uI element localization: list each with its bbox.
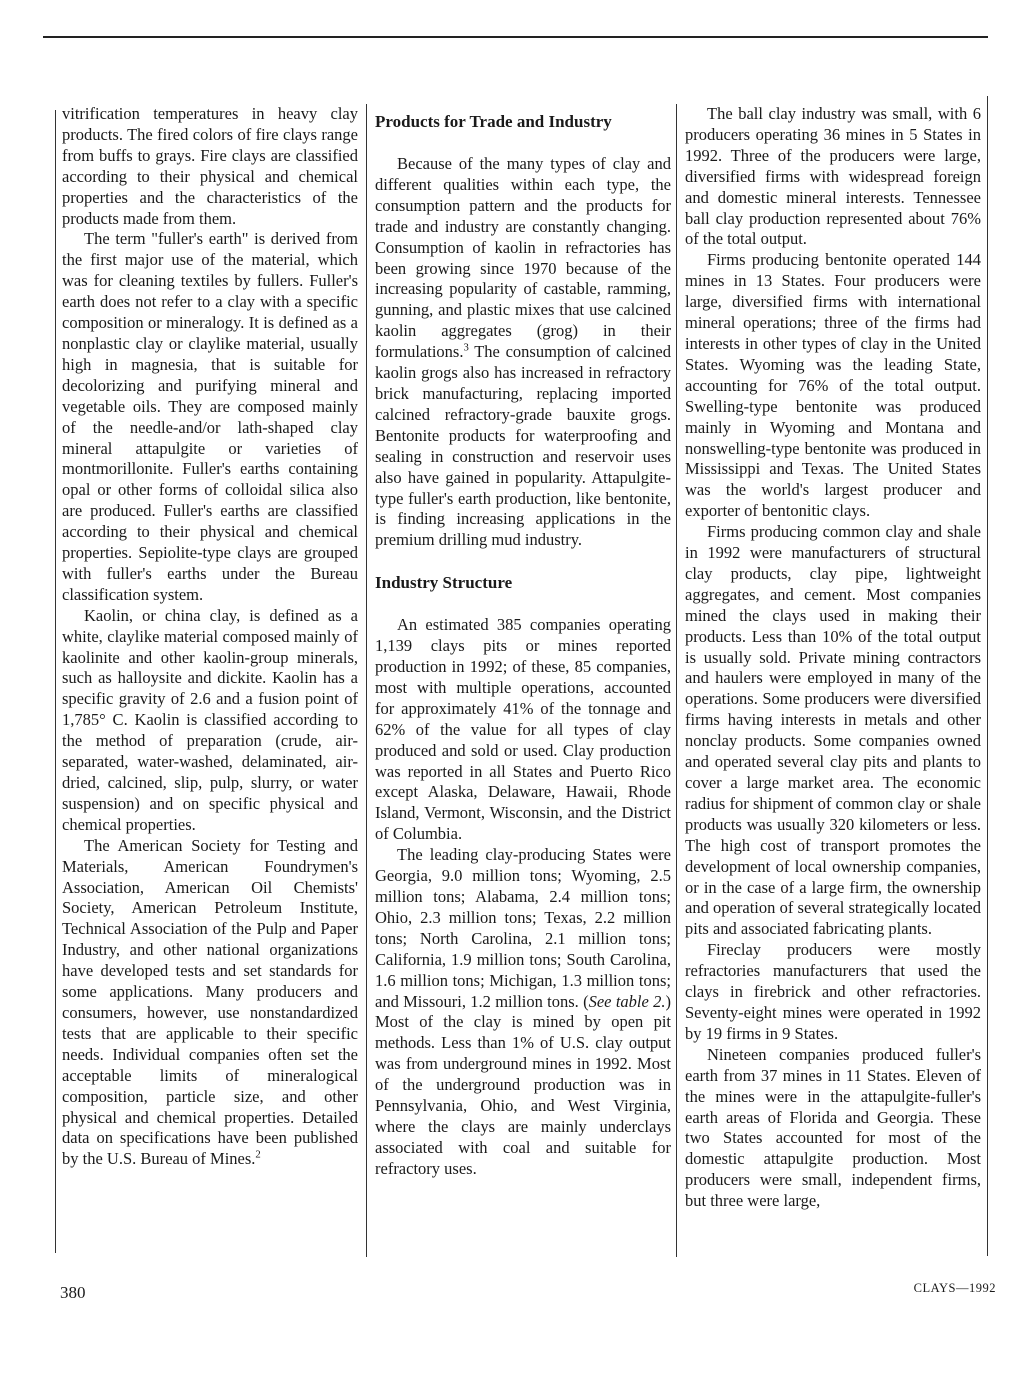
footnote-ref: 2 xyxy=(255,1148,261,1161)
paragraph: Nineteen companies produced fuller's earth from 37 mines in 11 States. Eleven of the mines were in the attapulgite-fuller's earth areas of Florida and Georgia. These two States accounted for most of the domestic attapulgite production. Most producers were small, independent firms, but three were large, xyxy=(685,1044,981,1211)
header-rule xyxy=(43,36,988,38)
paragraph-text: Because of the many types of clay and different qualities within each type, the consumption pattern and the products for trade and industry are constantly changing. Consumption of kaolin in refractories has been growing since 1970 because of the increasing popularity of castable, ramming, gunning, and plastic mixes that use calcined kaolin aggregates (grog) in their formulations. xyxy=(375,154,671,362)
column-rule-2-3 xyxy=(676,104,677,1257)
paragraph: Firms producing bentonite operated 144 mines in 13 States. Four producers were large, diversified firms with international mineral operations; three of the firms had interests in other types of clay in the United States. Wyoming was the leading State, accounting for 76% of the total output. Swelling-type bentonite was produced mainly in Wyoming and Montana and nonswelling-type bentonite was produced in Mississippi and Texas. The United States was the world's largest producer and exporter of bentonitic clays. xyxy=(685,250,981,521)
paragraph-text: ) Most of the clay is mined by open pit methods. Less than 1% of U.S. clay output was from underground mines in 1992. Most of the underground production was in Pennsylvania, Ohio, and West Virginia, where the clays are mainly underclays associated with coal and suitable for refractory uses. xyxy=(375,991,671,1178)
text-column-2 xyxy=(375,104,671,1180)
table-reference: See table 2. xyxy=(588,991,666,1011)
paragraph-text: The American Society for Testing and Materials, American Foundrymen's Association, American Oil Chemists' Society, American Petroleum Institute, Technical Association of the Pulp and Paper Industry, and other national organizations have developed tests and set standards for some applications. Many producers and consumers, however, use nonstandardized tests that are applicable to their specific needs. Individual companies often set the acceptable limits of mineralogical composition, particle size, and other physical and chemical properties. Detailed data on specifications have been published by the U.S. Bureau of Mines. xyxy=(62,835,358,1169)
section-heading: Products for Trade and Industry xyxy=(375,112,612,131)
paragraph: vitrification temperatures in heavy clay products. The fired colors of fire clays range from buffs to grays. Fire clays are classified according to their physical and chemical properties and the characteristics of the products made from them. xyxy=(62,104,358,228)
paragraph xyxy=(375,845,671,1180)
column-rule-1-2 xyxy=(366,104,367,1257)
paragraph: An estimated 385 companies operating 1,139 clays pits or mines reported production in 1992; of these, 85 companies, most with multiple operations, accounted for approximately 41% of the tonnage and 62% of the value for all types of clay produced and sold or used. Clay production was reported in all States and Puerto Rico except Alaska, Delaware, Hawaii, Rhode Island, Vermont, Wisconsin, and the District of Columbia. xyxy=(375,615,671,844)
page-number: 380 xyxy=(60,1283,86,1302)
text-column-1 xyxy=(62,104,358,1170)
running-title: CLAYS—1992 xyxy=(913,1281,996,1295)
column-rule-right xyxy=(987,96,988,1256)
paragraph-text: The consumption of calcined kaolin grogs also has increased in refractory brick manufacturing, replacing imported calcined refractory-grade bauxite grogs. Bentonite products for waterproofing and sealing in construction and reservoir uses also have gained in popularity. Attapulgite-type fuller's earth production, like bentonite, is finding increasing applications in the premium drilling mud industry. xyxy=(375,342,671,550)
section-heading: Industry Structure xyxy=(375,573,513,593)
paragraph xyxy=(375,154,671,551)
paragraph: The ball clay industry was small, with 6 producers operating 36 mines in 5 States in 1992. Three of the producers were large, diversified firms with widespread foreign and domestic mineral interests. Tennessee ball clay production represented about 76% of the total output. xyxy=(685,104,981,249)
paragraph: Firms producing common clay and shale in 1992 were manufacturers of structural clay products, clay pipe, lightweight aggregates, and cement. Most companies mined the clays used in making their products. Less than 10% of the total output is usually sold. Private mining contractors and haulers were employed in many of the operations. Some producers were diversified firms having interests in metals and other nonclay products. Some companies owned and operated several clay pits and plants to cover a large market area. The economic radius for shipment of common clay or shale products was usually 320 kilometers or less. The high cost of transport promotes the development of local ownership companies, or in the case of a large firm, the ownership and operation of several strategically located pits and associated fabricating plants. xyxy=(685,522,981,939)
paragraph xyxy=(62,836,358,1171)
paragraph: Fireclay producers were mostly refractories manufacturers that used the clays in firebrick and other refractories. Seventy-eight mines were operated in 1992 by 19 firms in 9 States. xyxy=(685,940,981,1043)
paragraph-text: The leading clay-producing States were Georgia, 9.0 million tons; Wyoming, 2.5 million tons; Alabama, 2.4 million tons; Ohio, 2.3 million tons; Texas, 2.2 million tons; North Carolina, 2.1 million tons; California, 1.9 million tons; South Carolina, 1.6 million tons; Michigan, 1.3 million tons; and Missouri, 1.2 million tons. ( xyxy=(375,845,671,1011)
paragraph: Kaolin, or china clay, is defined as a white, claylike material composed mainly of kaolinite and other kaolin-group minerals, such as halloysite and dickite. Kaolin has a specific gravity of 2.6 and a fusion point of 1,785° C. Kaolin is classified according to the method of preparation (crude, air-separated, water-washed, delaminated, air-dried, calcined, slip, pulp, slurry, or water suspension) and on specific physical and chemical properties. xyxy=(62,605,358,834)
text-column-3 xyxy=(685,104,981,1212)
column-rule-left xyxy=(55,110,56,1253)
paragraph: The term "fuller's earth" is derived from the first major use of the material, which was for cleaning textiles by fullers. Fuller's earth does not refer to a clay with a specific composition or mineralogy. It is defined as a nonplastic clay or claylike material, usually high in magnesia, that is suitable for decolorizing and purifying mineral and vegetable oils. They are composed mainly of the needle-and/or lath-shaped clay mineral attapulgite or varieties of montmorillonite. Fuller's earths containing opal or other forms of colloidal silica also are produced. Fuller's earths are classified according to their physical and chemical properties. Sepiolite-type clays are grouped with fuller's earths under the Bureau classification system. xyxy=(62,229,358,604)
footnote-ref: 3 xyxy=(463,341,469,354)
